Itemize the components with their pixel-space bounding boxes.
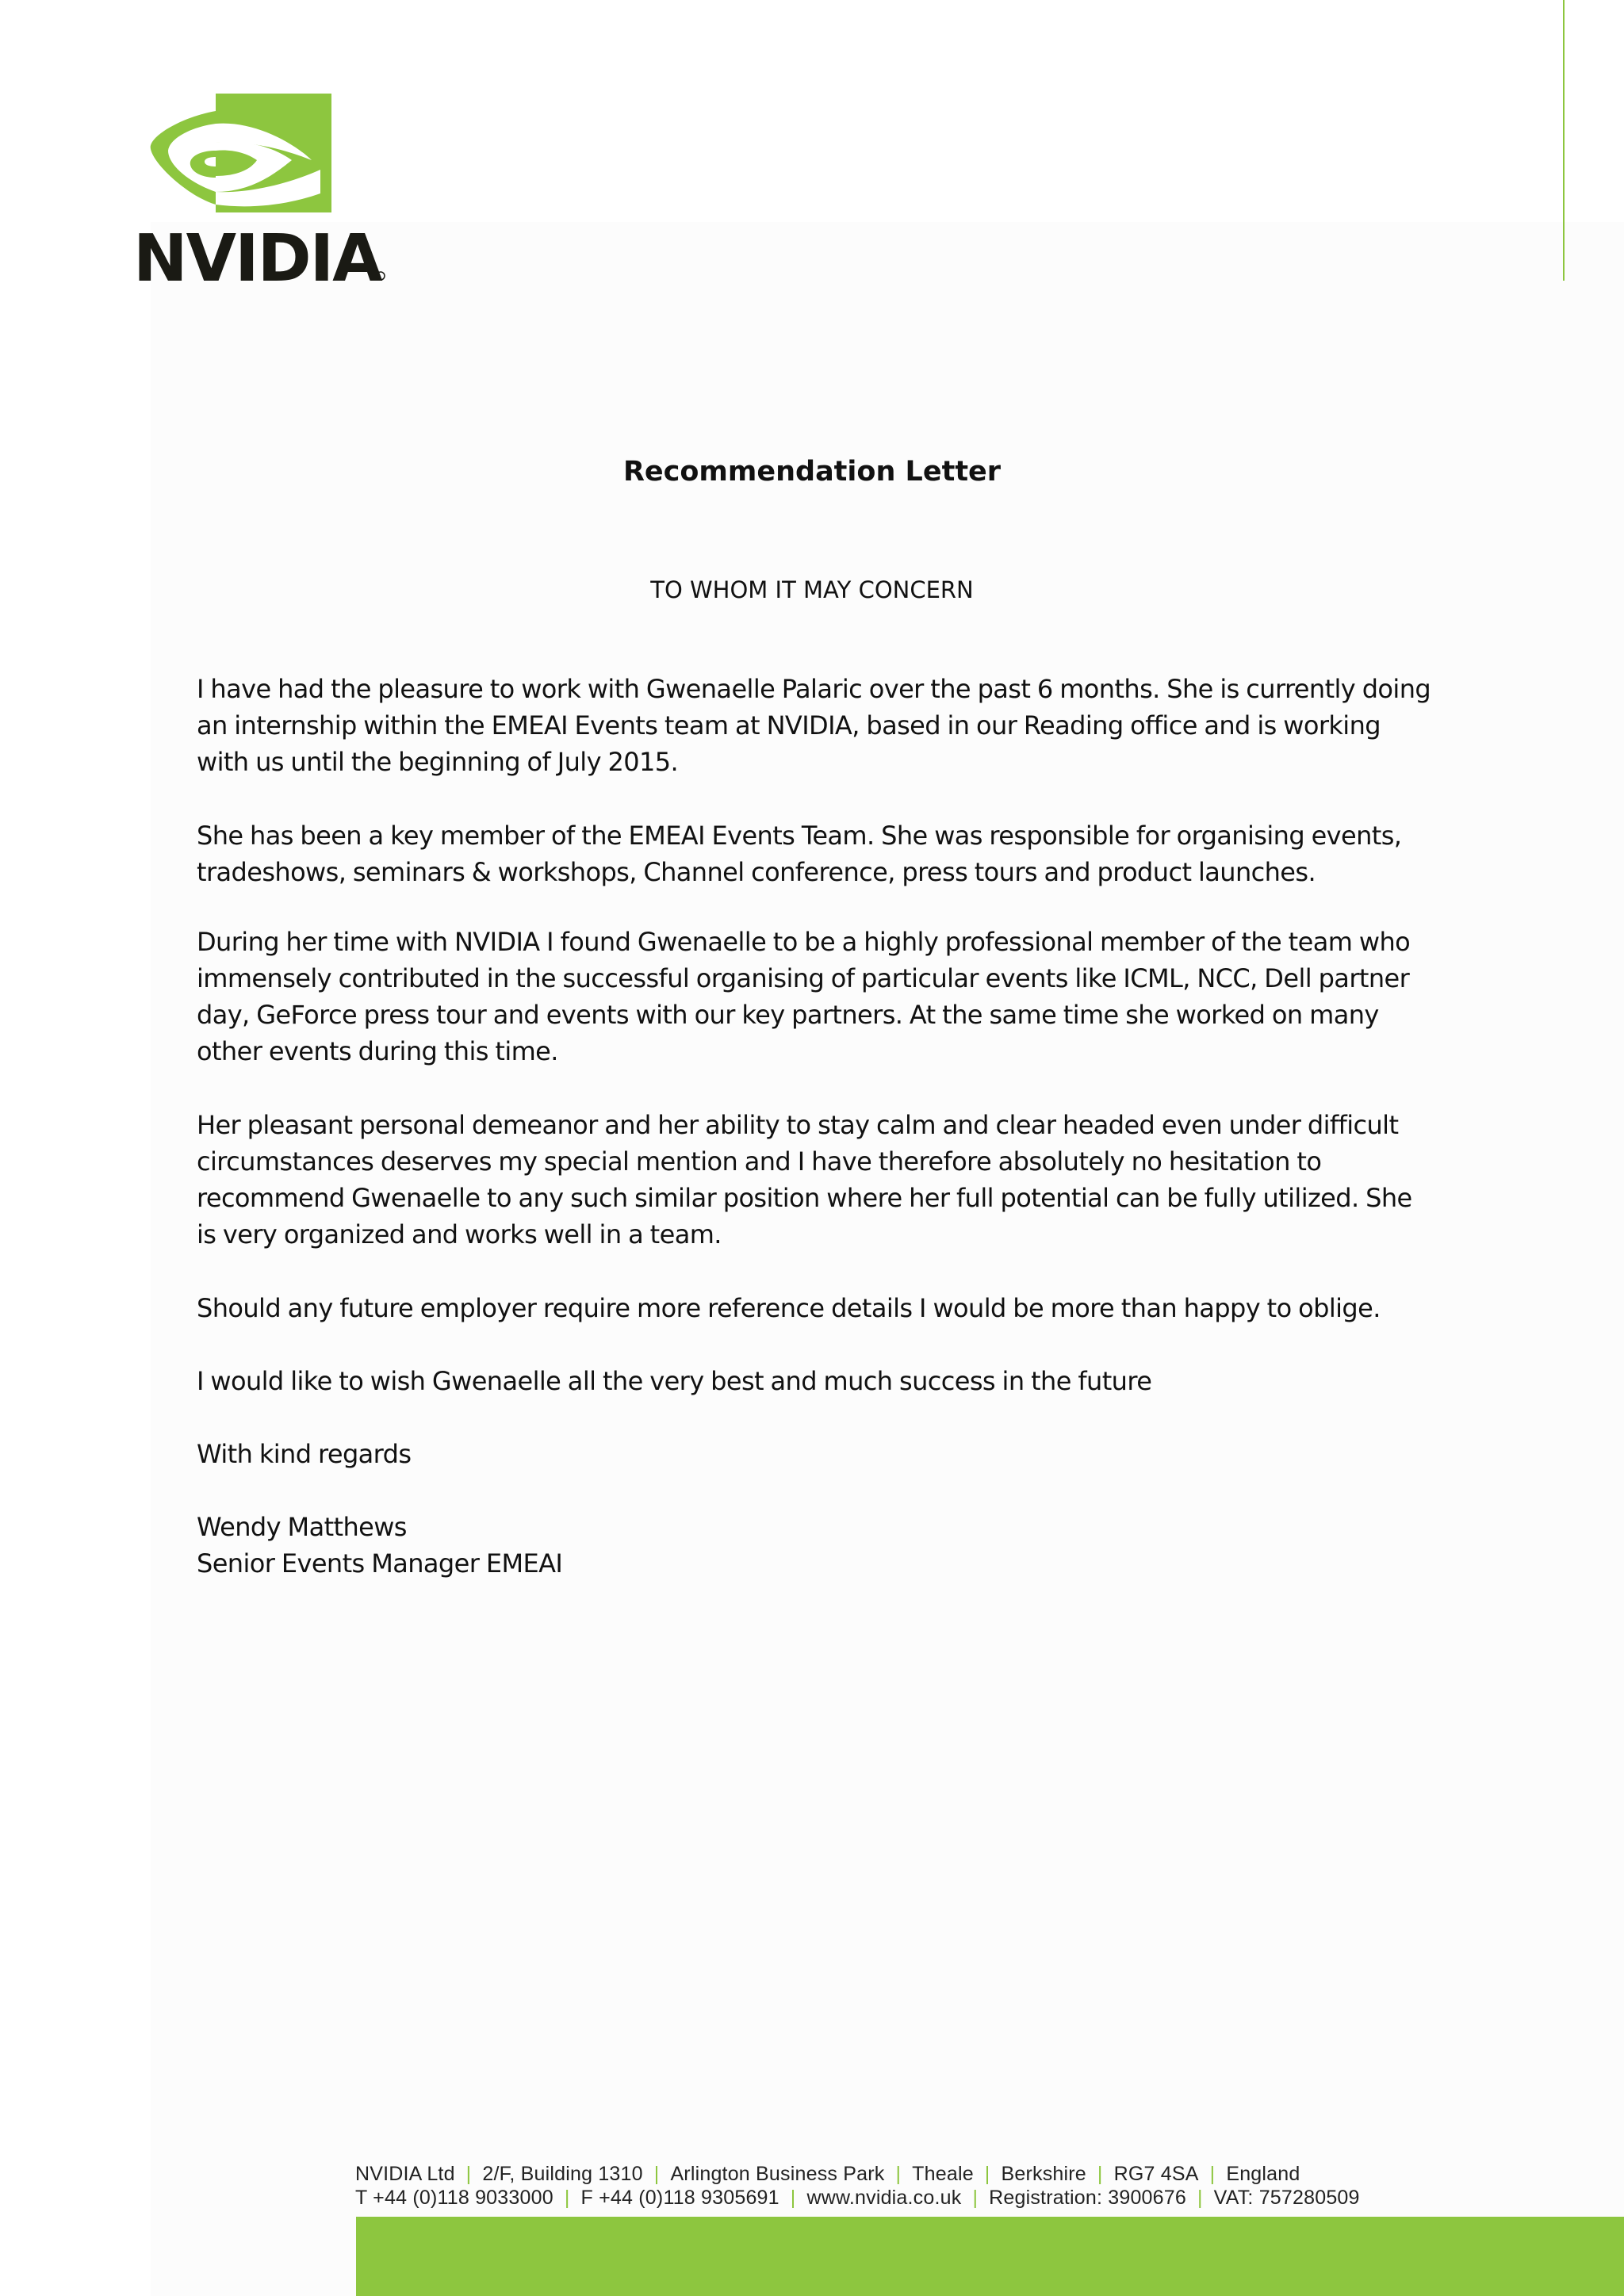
nvidia-eye-icon — [133, 94, 389, 284]
footer-website-link[interactable]: www.nvidia.co.uk — [806, 2187, 962, 2209]
footer-contact-line: T +44 (0)118 9033000 | F +44 (0)118 9305691 | www.nvidia.co.uk | Registration: 3900676 | VAT: 757280509 — [355, 2187, 1360, 2209]
footer-vat: VAT: 757280509 — [1213, 2187, 1360, 2209]
paragraph-best-wishes: I would like to wish Gwenaelle all the very best and much success in the future — [197, 1366, 1152, 1396]
paragraph-recommendation: Her pleasant personal demeanor and her ability to stay calm and clear headed even under difficult circumstances deserves my special mention and I have therefore absolutely no hesitation to recommend Gwenaelle to any such similar position where her full potential can be fully utilized. She is very organized and works well in a team. — [197, 1110, 1412, 1249]
footer-registration: Registration: 3900676 — [989, 2187, 1186, 2209]
footer-town: Theale — [912, 2163, 974, 2185]
footer-postcode: RG7 4SA — [1113, 2163, 1199, 2185]
page-background — [151, 222, 1624, 2296]
footer-county: Berkshire — [1001, 2163, 1086, 2185]
footer-telephone: T +44 (0)118 9033000 — [355, 2187, 553, 2209]
footer-fax: F +44 (0)118 9305691 — [580, 2187, 779, 2209]
footer-building: 2/F, Building 1310 — [482, 2163, 643, 2185]
letter-title: Recommendation Letter — [622, 456, 1002, 488]
top-right-rule — [1563, 0, 1565, 281]
nvidia-logo — [133, 94, 389, 284]
letter-salutation: TO WHOM IT MAY CONCERN — [650, 576, 974, 603]
paragraph-internship: I have had the pleasure to work with Gwenaelle Palaric over the past 6 months. She is currently doing an internship within the EMEAI Events team at NVIDIA, based in our Reading office and is working with us until the beginning of July 2015. — [197, 674, 1431, 777]
logo-wordmark: NVIDIA — [133, 221, 381, 284]
footer-country: England — [1226, 2163, 1300, 2185]
signatory-title: Senior Events Manager EMEAI — [197, 1548, 563, 1578]
paragraph-performance: During her time with NVIDIA I found Gwenaelle to be a highly professional member of the team who immensely contributed in the successful organising of particular events like ICML, NCC, Dell partner day, GeForce press tour and events with our key partners. At the same time she worked on many other events during this time. — [197, 927, 1411, 1066]
footer-address-line: NVIDIA Ltd | 2/F, Building 1310 | Arlington Business Park | Theale | Berkshire | RG7 4SA | England — [355, 2163, 1300, 2185]
letter-closing: With kind regards — [197, 1439, 412, 1469]
footer-accent-bar — [356, 2217, 1624, 2296]
paragraph-reference-offer: Should any future employer require more reference details I would be more than happy to oblige. — [197, 1293, 1381, 1323]
paragraph-responsibilities: She has been a key member of the EMEAI Events Team. She was responsible for organising events, tradeshows, seminars & workshops, Channel conference, press tours and product launches. — [197, 821, 1402, 887]
footer-park: Arlington Business Park — [670, 2163, 885, 2185]
footer-company: NVIDIA Ltd — [355, 2163, 455, 2185]
signatory-name: Wendy Matthews — [197, 1512, 407, 1542]
